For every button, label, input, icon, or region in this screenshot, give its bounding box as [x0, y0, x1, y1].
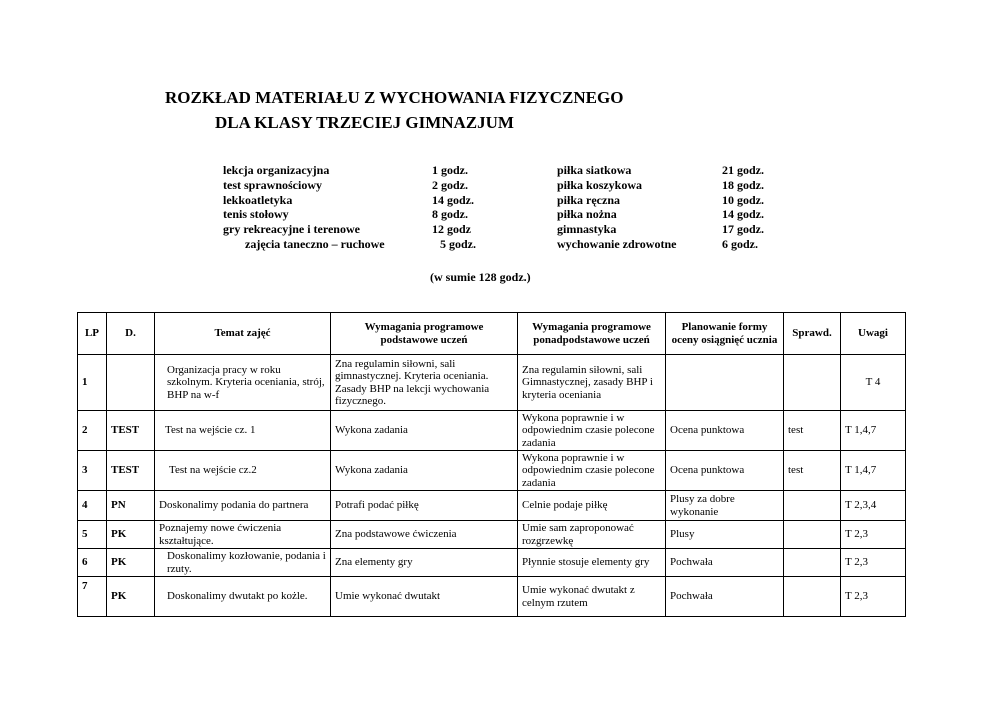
cell-topic: Organizacja pracy w roku szkolnym. Kryteria oceniania, strój, BHP na w-f: [155, 355, 331, 411]
summary-item-hours: 10 godz.: [722, 192, 764, 207]
cell-advanced: Zna regulamin siłowni, sali Gimnastycznej, zasady BHP i kryteria oceniania: [518, 355, 666, 411]
summary-item-name: lekcja organizacyjna: [223, 163, 330, 177]
table-row: [78, 355, 906, 411]
summary-item-hours: 18 godz.: [722, 177, 764, 192]
table-row: [78, 451, 906, 491]
summary-left-hours: [432, 163, 476, 252]
header-basic-requirements: Wymagania programowe podstawowe uczeń: [331, 313, 518, 355]
summary-item-hours: 14 godz.: [722, 207, 764, 222]
cell-assessment: Ocena punktowa: [666, 451, 784, 491]
cell-notes: T 2,3: [841, 577, 906, 617]
summary-item-name: piłka koszykowa: [557, 177, 643, 192]
cell-d: TEST: [107, 451, 155, 491]
cell-basic: Wykona zadania: [331, 451, 518, 491]
cell-basic: Zna elementy gry: [331, 549, 518, 577]
summary-item-name: lekkoatletyka: [223, 192, 293, 207]
cell-advanced: Wykona poprawnie i w odpowiednim czasie polecone zadania: [518, 451, 666, 491]
cell-check: [784, 549, 841, 577]
cell-advanced: Umie sam zaproponować rozgrzewkę: [518, 521, 666, 549]
cell-assessment: Pochwała: [666, 549, 784, 577]
cell-d: PK: [107, 549, 155, 577]
cell-basic: Potrafi podać piłkę: [331, 491, 518, 521]
cell-notes: T 2,3: [841, 549, 906, 577]
summary-total: (w sumie 128 godz.): [430, 270, 531, 284]
cell-notes: T 4: [841, 355, 906, 411]
summary-item-hours: 12 godz: [432, 222, 471, 237]
cell-basic: Umie wykonać dwutakt: [331, 577, 518, 617]
table-row: [78, 411, 906, 451]
summary-item-name: wychowanie zdrowotne: [557, 236, 677, 251]
cell-lp: 7: [78, 577, 107, 617]
cell-advanced: Wykona poprawnie i w odpowiednim czasie polecone zadania: [518, 411, 666, 451]
cell-topic: Doskonalimy kozłowanie, podania i rzuty.: [155, 549, 331, 577]
summary-item-hours: 14 godz.: [432, 192, 474, 207]
cell-topic: Doskonalimy dwutakt po kożle.: [155, 577, 331, 617]
table-header-row: [78, 313, 906, 355]
summary-item-hours: 6 godz.: [722, 236, 758, 251]
cell-check: [784, 355, 841, 411]
summary-item-hours: 8 godz.: [432, 207, 468, 222]
cell-d: [107, 355, 155, 411]
summary-item-hours: 21 godz.: [722, 163, 764, 177]
cell-advanced: Celnie podaje piłkę: [518, 491, 666, 521]
summary-item-name: test sprawnościowy: [223, 177, 322, 192]
header-lp: LP: [78, 313, 107, 355]
cell-notes: T 1,4,7: [841, 411, 906, 451]
cell-check: [784, 491, 841, 521]
cell-d: TEST: [107, 411, 155, 451]
cell-notes: T 2,3: [841, 521, 906, 549]
summary-item-name: gimnastyka: [557, 222, 617, 237]
cell-check: [784, 521, 841, 549]
table-row: [78, 549, 906, 577]
table-row: [78, 491, 906, 521]
cell-advanced: Płynnie stosuje elementy gry: [518, 549, 666, 577]
header-advanced-requirements: Wymagania programowe ponadpodstawowe uczeń: [518, 313, 666, 355]
summary-item-name: piłka ręczna: [557, 192, 620, 207]
summary-item-name: zajęcia taneczno – ruchowe: [245, 236, 385, 251]
summary-right-names: [557, 163, 676, 252]
summary-item-hours: 1 godz.: [432, 163, 468, 177]
cell-lp: 4: [78, 491, 107, 521]
cell-check: [784, 577, 841, 617]
cell-topic: Test na wejście cz. 1: [155, 411, 331, 451]
cell-assessment: Pochwała: [666, 577, 784, 617]
cell-check: test: [784, 451, 841, 491]
cell-topic: Test na wejście cz.2: [155, 451, 331, 491]
header-topic: Temat zajęć: [155, 313, 331, 355]
cell-d: PN: [107, 491, 155, 521]
cell-assessment: Plusy za dobre wykonanie: [666, 491, 784, 521]
summary-item-hours: 5 godz.: [440, 236, 476, 251]
cell-lp: 6: [78, 549, 107, 577]
table-row: [78, 521, 906, 549]
summary-item-name: tenis stołowy: [223, 207, 289, 222]
summary-item-hours: 17 godz.: [722, 222, 764, 237]
lesson-plan-table: [77, 312, 906, 617]
cell-notes: T 1,4,7: [841, 451, 906, 491]
summary-item-hours: 2 godz.: [432, 177, 468, 192]
cell-d: PK: [107, 577, 155, 617]
summary-item-name: piłka siatkowa: [557, 163, 632, 177]
summary-right-hours: [722, 163, 764, 252]
cell-lp: 5: [78, 521, 107, 549]
summary-item-name: piłka nożna: [557, 207, 617, 222]
cell-lp: 3: [78, 451, 107, 491]
cell-topic: Doskonalimy podania do partnera: [155, 491, 331, 521]
cell-advanced: Umie wykonać dwutakt z celnym rzutem: [518, 577, 666, 617]
header-d: D.: [107, 313, 155, 355]
cell-assessment: [666, 355, 784, 411]
cell-check: test: [784, 411, 841, 451]
cell-basic: Wykona zadania: [331, 411, 518, 451]
summary-left-names: [223, 163, 385, 252]
cell-topic: Poznajemy nowe ćwiczenia kształtujące.: [155, 521, 331, 549]
header-notes: Uwagi: [841, 313, 906, 355]
document-title-line-1: ROZKŁAD MATERIAŁU Z WYCHOWANIA FIZYCZNEGO: [165, 88, 624, 107]
cell-assessment: Plusy: [666, 521, 784, 549]
cell-d: PK: [107, 521, 155, 549]
document-title-line-2: DLA KLASY TRZECIEJ GIMNAZJUM: [215, 113, 514, 132]
cell-basic: Zna regulamin siłowni, sali gimnastycznej. Kryteria oceniania. Zasady BHP na lekcji wychowania fizycznego.: [331, 355, 518, 411]
table-row: [78, 577, 906, 617]
cell-notes: T 2,3,4: [841, 491, 906, 521]
summary-item-name: gry rekreacyjne i terenowe: [223, 222, 360, 237]
cell-basic: Zna podstawowe ćwiczenia: [331, 521, 518, 549]
cell-lp: 1: [78, 355, 107, 411]
header-check: Sprawd.: [784, 313, 841, 355]
cell-assessment: Ocena punktowa: [666, 411, 784, 451]
cell-lp: 2: [78, 411, 107, 451]
header-assessment: Planowanie formy oceny osiągnięć ucznia: [666, 313, 784, 355]
